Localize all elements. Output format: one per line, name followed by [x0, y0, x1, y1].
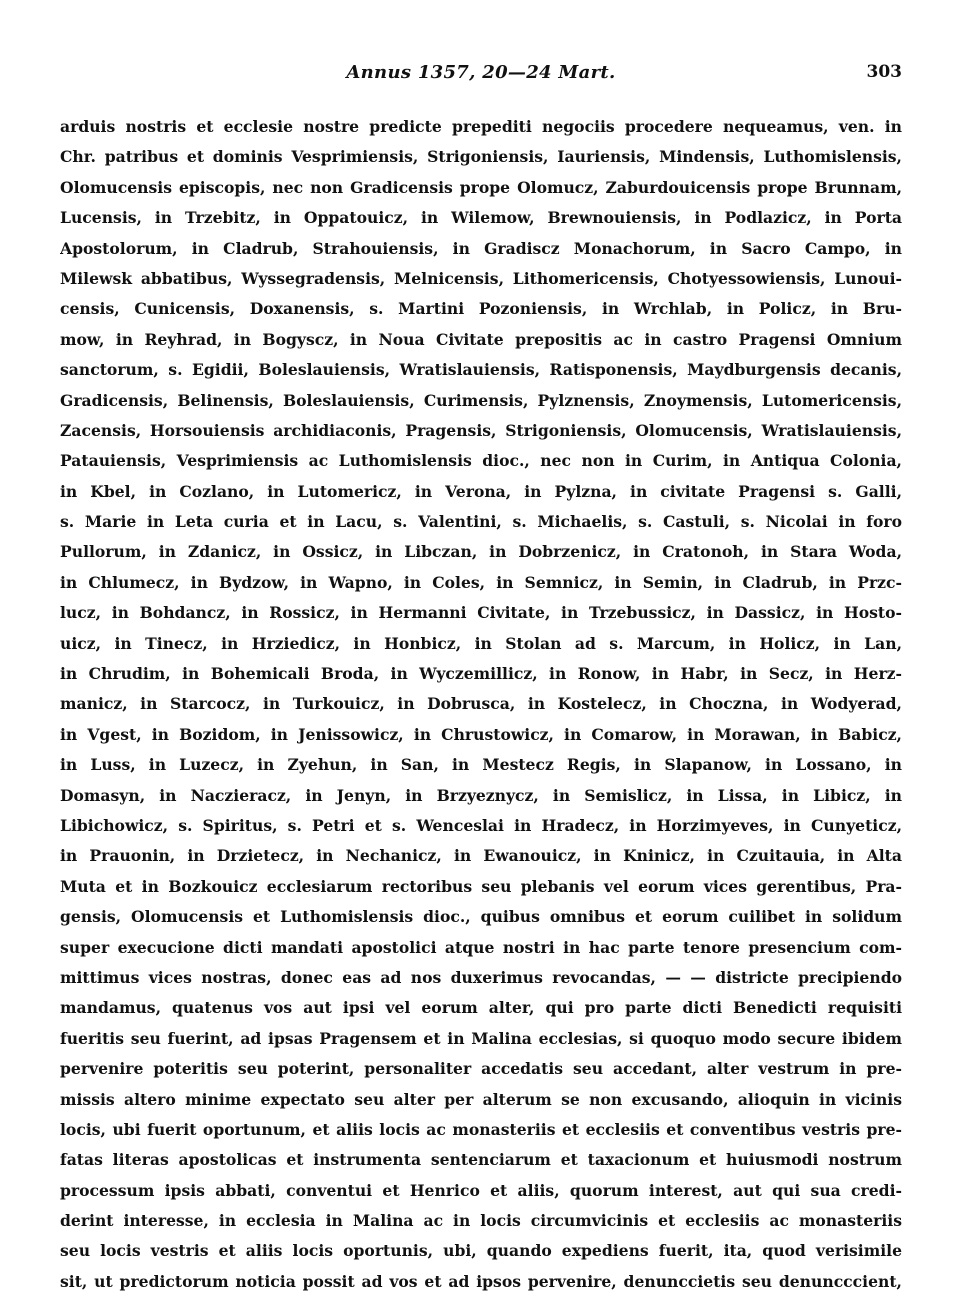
text-line: Domasyn, in Naczieracz, in Jenyn, in Brzyeznycz, in Semislicz, in Lissa, in Libicz, in: [60, 785, 902, 805]
text-line: Zacensis, Horsouiensis archidiaconis, Pragensis, Strigoniensis, Olomucensis, Wratislauiensis,: [60, 420, 902, 440]
text-line: derint interesse, in ecclesia in Malina ac in locis circumvicinis et ecclesiis ac monasteriis: [60, 1211, 902, 1231]
text-line: in Chlumecz, in Bydzow, in Wapno, in Coles, in Semnicz, in Semin, in Cladrub, in Przc-: [60, 572, 902, 592]
body-text: [60, 112, 902, 1297]
page-number: 303: [866, 62, 902, 82]
text-line: Libichowicz, s. Spiritus, s. Petri et s. Wenceslai in Hradecz, in Horzimyeves, in Cunyeticz,: [60, 815, 902, 835]
text-line: manicz, in Starcocz, in Turkouicz, in Dobrusca, in Kostelecz, in Choczna, in Wodyerad,: [60, 694, 902, 714]
text-line: mittimus vices nostras, donec eas ad nos duxerimus revocandas, — — districte precipiendo: [60, 967, 902, 987]
text-line: pervenire poteritis seu poterint, personaliter accedatis seu accedant, alter vestrum in pre-: [60, 1059, 902, 1079]
text-line: fatas literas apostolicas et instrumenta sentenciarum et taxacionum et huiusmodi nostrum: [60, 1150, 902, 1170]
text-line: in Luss, in Luzecz, in Zyehun, in San, in Mestecz Regis, in Slapanow, in Lossano, in: [60, 755, 902, 775]
text-line: mandamus, quatenus vos aut ipsi vel eorum alter, qui pro parte dicti Benedicti requisiti: [60, 998, 902, 1018]
text-line: in Kbel, in Cozlano, in Lutomericz, in Verona, in Pylzna, in civitate Pragensi s. Galli,: [60, 481, 902, 501]
text-line: mow, in Reyhrad, in Bogyscz, in Noua Civitate prepositis ac in castro Pragensi Omnium: [60, 329, 902, 349]
text-line: in Prauonin, in Drzietecz, in Nechanicz, in Ewanouicz, in Kninicz, in Czuitauia, in Alta: [60, 846, 902, 866]
text-line: in Chrudim, in Bohemicali Broda, in Wyczemillicz, in Ronow, in Habr, in Secz, in Herz-: [60, 664, 902, 684]
text-line: Chr. patribus et dominis Vesprimiensis, Strigoniensis, Iauriensis, Mindensis, Luthomislensis,: [60, 147, 902, 167]
text-line: gensis, Olomucensis et Luthomislensis dioc., quibus omnibus et eorum cuilibet in solidum: [60, 907, 902, 927]
text-line: seu locis vestris et aliis locis oportunis, ubi, quando expediens fuerit, ita, quod verisimile: [60, 1241, 902, 1261]
text-line: Patauiensis, Vesprimiensis ac Luthomislensis dioc., nec non in Curim, in Antiqua Colonia,: [60, 451, 902, 471]
text-line: locis, ubi fuerit oportunum, et aliis locis ac monasteriis et ecclesiis et conventibus vestris pre-: [60, 1119, 902, 1139]
text-line: Milewsk abbatibus, Wyssegradensis, Melnicensis, Lithomericensis, Chotyessowiensis, Lunoui-: [60, 268, 902, 288]
page-header: [60, 62, 902, 86]
text-line: censis, Cunicensis, Doxanensis, s. Martini Pozoniensis, in Wrchlab, in Policz, in Bru-: [60, 299, 902, 319]
text-line: sit, ut predictorum noticia possit ad vos et ad ipsos pervenire, denunccietis seu denuncccient,: [60, 1271, 902, 1291]
text-line: arduis nostris et ecclesie nostre predicte prepediti negociis procedere nequeamus, ven. in: [60, 117, 902, 136]
text-line: uicz, in Tinecz, in Hrziedicz, in Honbicz, in Stolan ad s. Marcum, in Holicz, in Lan,: [60, 633, 902, 653]
text-line: Olomucensis episcopis, nec non Gradicensis prope Olomucz, Zaburdouicensis prope Brunnam,: [60, 177, 902, 197]
text-line: fueritis seu fuerint, ad ipsas Pragensem et in Malina ecclesias, si quoquo modo secure ibidem: [60, 1028, 902, 1048]
text-line: sanctorum, s. Egidii, Boleslauiensis, Wratislauiensis, Ratisponensis, Maydburgensis decanis,: [60, 360, 902, 380]
text-line: lucz, in Bohdancz, in Rossicz, in Hermanni Civitate, in Trzebussicz, in Dassicz, in Hosto-: [60, 603, 902, 623]
text-line: Muta et in Bozkouicz ecclesiarum rectoribus seu plebanis vel eorum vices gerentibus, Pra-: [60, 876, 902, 896]
text-line: Lucensis, in Trzebitz, in Oppatouicz, in Wilemow, Brewnouiensis, in Podlazicz, in Porta: [60, 208, 902, 228]
text-line: super execucione dicti mandati apostolici atque nostri in hac parte tenore presencium com-: [60, 937, 902, 957]
text-line: Apostolorum, in Cladrub, Strahouiensis, in Gradiscz Monachorum, in Sacro Campo, in: [60, 238, 902, 258]
text-line: Gradicensis, Belinensis, Boleslauiensis, Curimensis, Pylznensis, Znoymensis, Lutomericensis,: [60, 390, 902, 410]
running-title: Annus 1357, 20—24 Mart.: [346, 62, 616, 83]
text-line: in Vgest, in Bozidom, in Jenissowicz, in Chrustowicz, in Comarow, in Morawan, in Babicz,: [60, 724, 902, 744]
text-line: missis altero minime expectato seu alter per alterum se non excusando, alioquin in vicinis: [60, 1089, 902, 1109]
text-line: Pullorum, in Zdanicz, in Ossicz, in Libczan, in Dobrzenicz, in Cratonoh, in Stara Woda,: [60, 542, 902, 562]
text-line: processum ipsis abbati, conventui et Henrico et aliis, quorum interest, aut qui sua credi-: [60, 1180, 902, 1200]
text-line: s. Marie in Leta curia et in Lacu, s. Valentini, s. Michaelis, s. Castuli, s. Nicolai in foro: [60, 512, 902, 532]
